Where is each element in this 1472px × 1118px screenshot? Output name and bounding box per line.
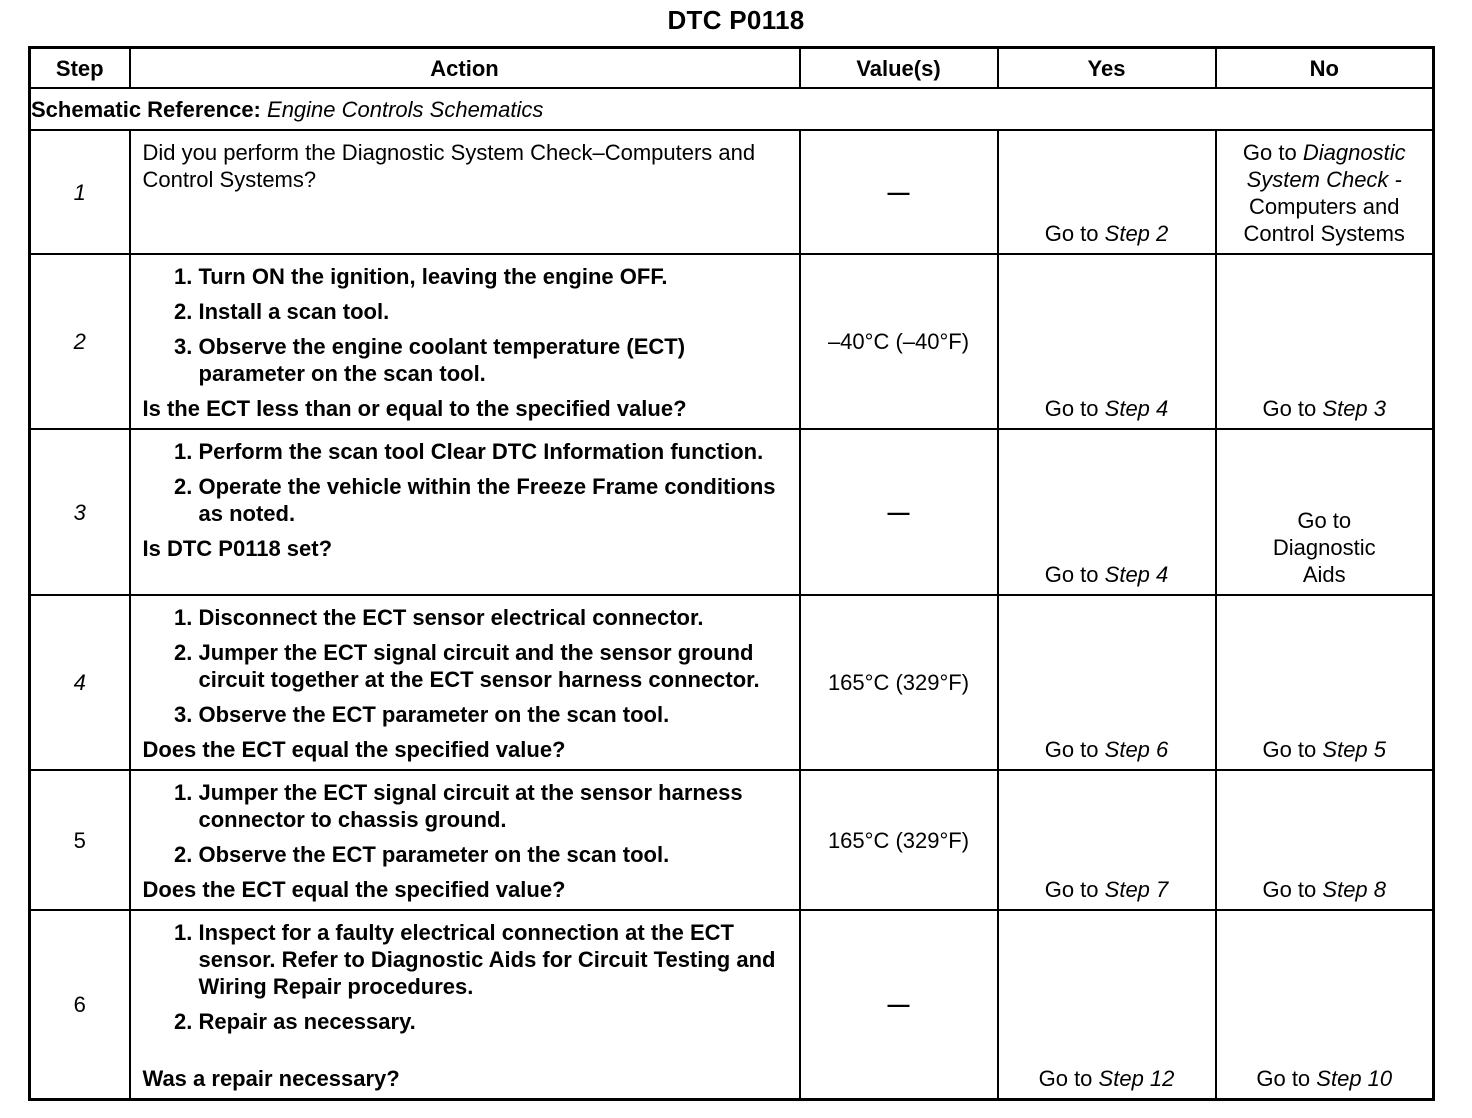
no-cell bbox=[1216, 770, 1434, 910]
action-item: 2. Repair as necessary. bbox=[199, 1008, 789, 1035]
yes-cell bbox=[998, 595, 1216, 770]
yes-prefix: Go to bbox=[1044, 562, 1099, 587]
yes-link[interactable]: Step 12 bbox=[1098, 1066, 1175, 1091]
action-cell bbox=[130, 770, 800, 910]
action-list bbox=[143, 438, 789, 527]
action-question: Is DTC P0118 set? bbox=[142, 536, 333, 561]
step-number: 4 bbox=[30, 595, 130, 770]
value-cell: — bbox=[800, 130, 998, 254]
yes-link[interactable]: Step 2 bbox=[1104, 221, 1169, 246]
action-list bbox=[143, 263, 789, 387]
action-question: Is the ECT less than or equal to the specified value? bbox=[142, 396, 687, 421]
action-question: Was a repair necessary? bbox=[142, 1066, 400, 1091]
yes-prefix: Go to bbox=[1038, 1066, 1093, 1091]
value-cell: –40°C (–40°F) bbox=[800, 254, 998, 429]
no-cell bbox=[1216, 254, 1434, 429]
value-cell: — bbox=[800, 910, 998, 1100]
action-item: 3. Observe the engine coolant temperature (ECT) parameter on the scan tool. bbox=[199, 333, 789, 387]
no-prefix: Go to bbox=[1262, 396, 1317, 421]
schematic-reference-row bbox=[30, 88, 1434, 130]
step-number: 2 bbox=[30, 254, 130, 429]
page-title: DTC P0118 bbox=[667, 5, 805, 35]
yes-prefix: Go to bbox=[1044, 877, 1099, 902]
no-link[interactable]: Step 5 bbox=[1322, 737, 1387, 762]
action-item: 1. Perform the scan tool Clear DTC Information function. bbox=[199, 438, 789, 465]
step-number: 6 bbox=[30, 910, 130, 1100]
value-cell: 165°C (329°F) bbox=[800, 595, 998, 770]
no-prefix: Go to bbox=[1262, 737, 1317, 762]
yes-link[interactable]: Step 7 bbox=[1104, 877, 1169, 902]
action-cell bbox=[130, 254, 800, 429]
action-item: 2. Observe the ECT parameter on the scan tool. bbox=[199, 841, 789, 868]
no-link[interactable]: Step 3 bbox=[1322, 396, 1387, 421]
no-suffix: Computers and Control Systems bbox=[1243, 194, 1405, 246]
action-item: 1. Disconnect the ECT sensor electrical connector. bbox=[199, 604, 789, 631]
schematic-link[interactable]: Engine Controls Schematics bbox=[267, 96, 544, 122]
no-cell bbox=[1216, 429, 1434, 595]
yes-cell bbox=[998, 254, 1216, 429]
action-question: Does the ECT equal the specified value? bbox=[142, 737, 566, 762]
action-cell bbox=[130, 429, 800, 595]
no-prefix: Go to bbox=[1242, 140, 1297, 165]
yes-link[interactable]: Step 6 bbox=[1104, 737, 1169, 762]
yes-cell bbox=[998, 770, 1216, 910]
header-values: Value(s) bbox=[800, 48, 998, 89]
action-cell bbox=[130, 595, 800, 770]
yes-prefix: Go to bbox=[1044, 221, 1099, 246]
yes-cell bbox=[998, 910, 1216, 1100]
yes-prefix: Go to bbox=[1044, 396, 1099, 421]
schematic-reference bbox=[30, 88, 1434, 130]
header-no: No bbox=[1216, 48, 1434, 89]
no-cell bbox=[1216, 910, 1434, 1100]
action-question: Did you perform the Diagnostic System Check–Computers and Control Systems? bbox=[142, 140, 756, 192]
no-link[interactable]: Step 8 bbox=[1322, 877, 1387, 902]
action-item: 1. Turn ON the ignition, leaving the engine OFF. bbox=[199, 263, 789, 290]
no-link[interactable]: Step 10 bbox=[1316, 1066, 1393, 1091]
yes-cell bbox=[998, 429, 1216, 595]
table-row bbox=[30, 130, 1434, 254]
yes-cell bbox=[998, 130, 1216, 254]
action-cell bbox=[130, 130, 800, 254]
value-cell: 165°C (329°F) bbox=[800, 770, 998, 910]
action-question: Does the ECT equal the specified value? bbox=[142, 877, 566, 902]
action-list bbox=[143, 919, 789, 1035]
action-cell bbox=[130, 910, 800, 1100]
value-cell: — bbox=[800, 429, 998, 595]
header-step: Step bbox=[30, 48, 130, 89]
step-number: 3 bbox=[30, 429, 130, 595]
no-prefix: Go to bbox=[1262, 877, 1317, 902]
no-link[interactable]: Go to Diagnostic Aids bbox=[1272, 508, 1376, 587]
header-row bbox=[30, 48, 1434, 89]
action-list bbox=[143, 779, 789, 868]
step-number: 1 bbox=[30, 130, 130, 254]
yes-link[interactable]: Step 4 bbox=[1104, 562, 1169, 587]
action-item: 2. Jumper the ECT signal circuit and the sensor ground circuit together at the ECT sensor harness connector. bbox=[199, 639, 789, 693]
diagnostic-table bbox=[28, 46, 1435, 1101]
no-cell bbox=[1216, 130, 1434, 254]
table-row bbox=[30, 770, 1434, 910]
header-action: Action bbox=[130, 48, 800, 89]
step-number: 5 bbox=[30, 770, 130, 910]
no-link[interactable]: Diagnostic System Check - bbox=[1246, 140, 1406, 192]
header-yes: Yes bbox=[998, 48, 1216, 89]
action-item: 1. Inspect for a faulty electrical connection at the ECT sensor. Refer to Diagnostic Aids for Circuit Testing and Wiring Repair procedures. bbox=[199, 919, 789, 1000]
action-item: 1. Jumper the ECT signal circuit at the sensor harness connector to chassis ground. bbox=[199, 779, 789, 833]
yes-link[interactable]: Step 4 bbox=[1104, 396, 1169, 421]
table-row bbox=[30, 910, 1434, 1100]
no-prefix: Go to bbox=[1256, 1066, 1311, 1091]
table-row bbox=[30, 429, 1434, 595]
action-item: 2. Operate the vehicle within the Freeze Frame conditions as noted. bbox=[199, 473, 789, 527]
action-list bbox=[143, 604, 789, 728]
table-row bbox=[30, 254, 1434, 429]
schematic-label: Schematic Reference: bbox=[31, 96, 261, 122]
action-item: 3. Observe the ECT parameter on the scan tool. bbox=[199, 701, 789, 728]
yes-prefix: Go to bbox=[1044, 737, 1099, 762]
table-row bbox=[30, 595, 1434, 770]
no-cell bbox=[1216, 595, 1434, 770]
action-item: 2. Install a scan tool. bbox=[199, 298, 789, 325]
